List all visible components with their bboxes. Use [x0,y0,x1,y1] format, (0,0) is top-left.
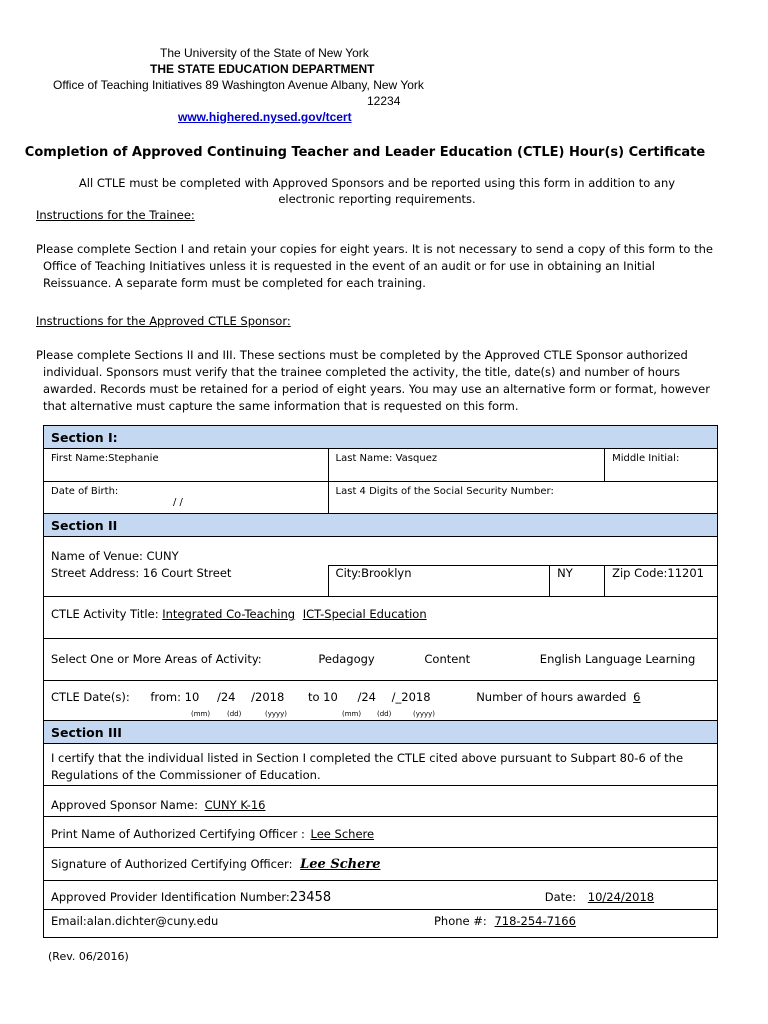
from-dd-hint: (dd) [227,710,242,718]
venue-field[interactable]: Name of Venue: CUNY [44,537,718,566]
signature-label: Signature of Authorized Certifying Officer: [51,857,293,871]
header-office: Office of Teaching Initiatives 89 Washington Avenue Albany, New York [53,78,424,92]
officer-name-label: Print Name of Authorized Certifying Officer : [51,827,305,841]
dob-value: / / [173,497,183,508]
dates-label: CTLE Date(s): [51,690,130,704]
area-ell[interactable]: English Language Learning [539,652,696,666]
provider-row[interactable] [44,881,718,910]
provider-label: Approved Provider Identification Number: [51,890,290,904]
sponsor-heading: Instructions for the Approved CTLE Sponsor: [36,314,291,328]
phone-value: 718-254-7166 [494,914,576,928]
header-line-1: The University of the State of New York [160,46,369,60]
phone-label: Phone #: [433,914,487,928]
from-yyyy: /2018 [251,690,285,704]
activity-title-1: Integrated Co-Teaching [162,607,296,621]
to-mm: to 10 [307,690,338,704]
sponsor-name-label: Approved Sponsor Name: [51,798,198,812]
from-dd: /24 [216,690,236,704]
officer-name-value: Lee Schere [310,827,375,841]
signature-row[interactable] [44,848,718,881]
provider-value: 23458 [289,890,332,905]
trainee-rest: Office of Teaching Initiatives unless it is requested in the event of an audit or for use in obtaining an Initial Reissuance. A separate form must be completed for each training. [43,259,655,290]
from-mm: from: 10 [150,690,200,704]
header-department: THE STATE EDUCATION DEPARTMENT [150,62,375,76]
date-label: Date: [544,890,577,904]
to-yyyy: /_2018 [391,690,431,704]
sponsor-name-row[interactable] [44,786,718,817]
zip-field[interactable]: Zip Code:11201 [605,566,718,597]
ssn-field[interactable]: Last 4 Digits of the Social Security Number: [328,482,717,514]
from-yyyy-hint: (yyyy) [265,710,288,718]
to-dd: /24 [357,690,376,704]
officer-name-row[interactable] [44,817,718,848]
to-mm-hint: (mm) [342,710,362,718]
city-field[interactable]: City:Brooklyn [328,566,550,597]
to-yyyy-hint: (yyyy) [413,710,436,718]
hours-label: Number of hours awarded [476,690,627,704]
to-dd-hint: (dd) [377,710,392,718]
state-field[interactable]: NY [550,566,605,597]
areas-row [44,639,718,681]
section-2-heading: Section II [44,514,718,537]
section-1-heading: Section I: [44,426,718,449]
area-content[interactable]: Content [424,652,471,666]
first-name-field[interactable]: First Name:Stephanie [44,449,329,482]
ctle-form [43,425,718,938]
sponsor-name-value: CUNY K-16 [204,798,266,812]
section-3-heading: Section III [44,721,718,744]
header-link[interactable]: www.highered.nysed.gov/tcert [178,110,352,124]
trainee-line-1: Please complete Section I and retain your copies for eight years. It is not necessary to send a copy of this form to the [36,242,713,256]
dob-field[interactable] [44,482,329,514]
dob-label: Date of Birth: [51,486,119,497]
activity-title-2: ICT-Special Education [302,607,427,621]
street-field[interactable]: Street Address: 16 Court Street [44,566,329,597]
ctle-dates-row[interactable] [44,681,718,721]
date-value: 10/24/2018 [587,890,655,904]
signature-value: Lee Schere [300,857,381,872]
area-pedagogy[interactable]: Pedagogy [318,652,375,666]
sponsor-instructions [36,313,726,415]
revision-note: (Rev. 06/2016) [48,950,129,963]
activity-title-row[interactable] [44,597,718,639]
trainee-heading: Instructions for the Trainee: [36,208,195,222]
certify-text: I certify that the individual listed in Section I completed the CTLE cited above pursuant to Subpart 80-6 of the Regulations of the Commissioner of Education. [44,744,718,786]
hours-value: 6 [633,690,641,704]
last-name-field[interactable]: Last Name: Vasquez [328,449,605,482]
trainee-instructions [36,207,726,292]
middle-initial-field[interactable]: Middle Initial: [605,449,718,482]
sponsor-rest: individual. Sponsors must verify that the trainee completed the activity, the title, date(s) and number of hours awarded. Records must be retained for a period of eight years. You may use an alternative form or format, however that alternative must capture the same information that is requested on this form. [43,365,710,413]
sponsor-line-1: Please complete Sections II and III. These sections must be completed by the Approved CTLE Sponsor authorized [36,348,688,362]
header-zip: 12234 [367,94,401,108]
page-title: Completion of Approved Continuing Teacher and Leader Education (CTLE) Hour(s) Certificate [24,145,706,160]
from-mm-hint: (mm) [191,710,211,718]
intro-text: All CTLE must be completed with Approved Sponsors and be reported using this form in addition to any electronic reporting requirements. [78,176,676,206]
contact-row[interactable] [44,910,718,938]
activity-label: CTLE Activity Title: [51,607,159,621]
areas-label: Select One or More Areas of Activity: [51,652,262,666]
email-field[interactable]: Email:alan.dichter@cuny.edu [51,914,219,928]
